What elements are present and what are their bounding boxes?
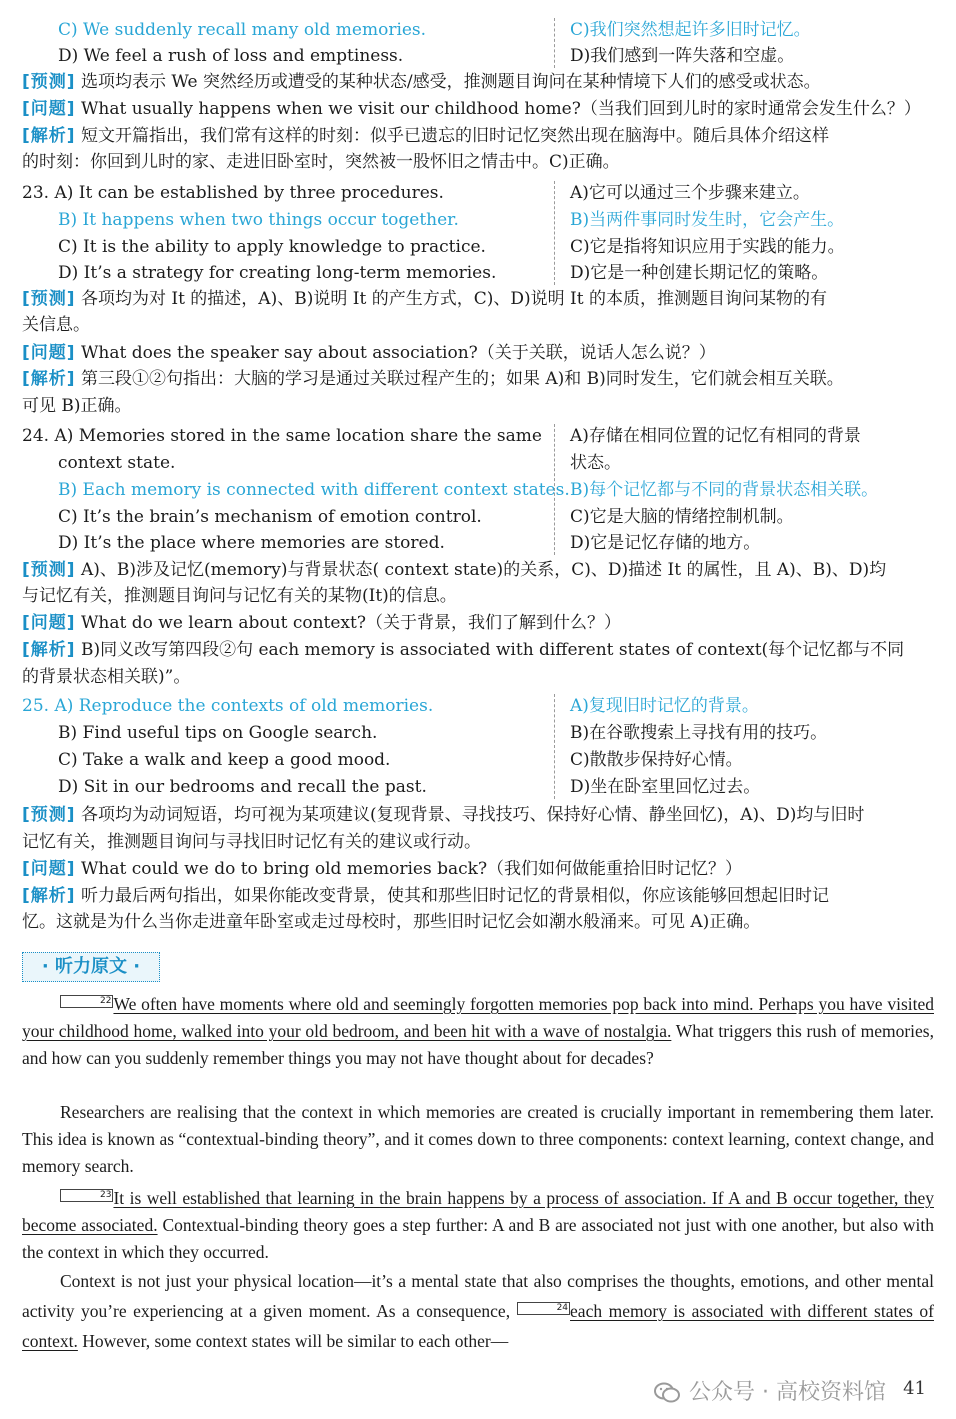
underlined-text: each memory is associated with different states of context. xyxy=(22,1301,934,1351)
option-a-en-cont: context state. xyxy=(58,453,176,473)
analysis-text: 可见 B)正确。 xyxy=(22,396,132,416)
option-d-en: D) It’s the place where memories are stored. xyxy=(58,533,445,553)
predict-text: 与记忆有关，推测题目询问与记忆有关的某物(It)的信息。 xyxy=(22,586,457,606)
predict-text: 记忆有关，推测题目询问与寻找旧时记忆有关的建议或行动。 xyxy=(22,832,481,852)
option-c-en: C) Take a walk and keep a good mood. xyxy=(58,750,391,770)
predict-line xyxy=(22,558,934,582)
option-d-zh: D)它是一种创建长期记忆的策略。 xyxy=(570,263,829,283)
option-row xyxy=(22,18,934,42)
column-divider xyxy=(554,424,555,555)
option-row xyxy=(22,775,934,799)
analysis-line xyxy=(22,150,934,174)
predict-text: 选项均表示 We 突然经历或遭受的某种状态/感受，推测题目询问在某种情境下人们的感受或状态。 xyxy=(80,72,821,92)
paragraph-text: Researchers are realising that the context in which memories are created is crucially important in remembering them later. This idea is known as “contextual-binding theory”, and it comes down to three components: context learning, context change, and memory search. xyxy=(22,1102,934,1176)
question-tag: [问题] xyxy=(22,343,76,363)
predict-tag: [预测] xyxy=(22,805,76,825)
option-c-en: C) It is the ability to apply knowledge to practice. xyxy=(58,237,486,257)
analysis-text: B)同义改写第四段②句 each memory is associated with different states of context(每个记忆都与不同 xyxy=(80,640,905,660)
option-a-en xyxy=(22,694,433,718)
option-d-zh: D)它是记忆存储的地方。 xyxy=(570,533,761,553)
analysis-text: 的时刻：你回到儿时的家、走进旧卧室时，突然被一股怀旧之情击中。C)正确。 xyxy=(22,152,620,172)
question-text: What do we learn about context?（关于背景，我们了解到什么？） xyxy=(80,613,621,633)
analysis-line xyxy=(22,638,934,662)
paragraph-text: Contextual-binding theory goes a step further: A and B are associated not just with one another, but also with the context in which they occurred. xyxy=(22,1215,935,1262)
analysis-text: 听力最后两句指出，如果你能改变背景，使其和那些旧时记忆的背景相似，你应该能够回想起旧时记 xyxy=(80,886,829,906)
option-d-zh: D)我们感到一阵失落和空虚。 xyxy=(570,46,795,66)
question-line xyxy=(22,341,934,365)
option-row xyxy=(22,261,934,285)
predict-line xyxy=(22,830,934,854)
predict-line xyxy=(22,584,934,608)
question-text: What usually happens when we visit our childhood home?（当我们回到儿时的家时通常会发生什么？） xyxy=(80,99,921,119)
option-c-zh: C)我们突然想起许多旧时记忆。 xyxy=(570,20,811,40)
question-line xyxy=(22,611,934,635)
option-row xyxy=(22,451,934,475)
column-divider xyxy=(554,181,555,285)
page-number: 41 xyxy=(903,1378,926,1399)
option-row xyxy=(22,694,934,718)
analysis-tag: [解析] xyxy=(22,369,76,389)
question-marker-22: 22 xyxy=(60,995,113,1008)
analysis-line xyxy=(22,884,934,908)
watermark-text: 公众号 · 高校资料馆 xyxy=(689,1380,886,1405)
predict-tag: [预测] xyxy=(22,72,76,92)
option-row xyxy=(22,44,934,68)
predict-line xyxy=(22,70,934,94)
option-b-zh: B)当两件事同时发生时，它会产生。 xyxy=(570,210,845,230)
question-text: What could we do to bring old memories back?（我们如何做能重拾旧时记忆？） xyxy=(80,859,743,879)
section-title: · 听力原文 · xyxy=(22,952,160,982)
analysis-line xyxy=(22,910,934,934)
option-d-en: D) We feel a rush of loss and emptiness. xyxy=(58,46,404,66)
question-line xyxy=(22,97,934,121)
option-b-en: B) It happens when two things occur together. xyxy=(58,210,459,230)
predict-text: 各项均为对 It 的描述，A)、B)说明 It 的产生方式，C)、D)说明 It 的本质，推测题目询问某物的有 xyxy=(80,289,827,309)
analysis-line xyxy=(22,367,934,391)
option-a-en: 23. A) It can be established by three procedures. xyxy=(22,183,444,203)
paragraph-text: Context is not just your physical location—it’s a mental state that also comprises the thoughts, emotions, and other mental activity you’re experiencing at a given moment. As a consequence, xyxy=(22,1271,934,1321)
question-tag: [问题] xyxy=(22,859,76,879)
option-row xyxy=(22,721,934,745)
option-row xyxy=(22,748,934,772)
predict-line xyxy=(22,803,934,827)
option-c-zh: C)它是大脑的情绪控制机制。 xyxy=(570,507,794,527)
option-c-zh: C)它是指将知识应用于实践的能力。 xyxy=(570,237,845,257)
transcript-paragraph-3 xyxy=(22,1185,934,1266)
transcript-paragraph-4 xyxy=(22,1266,934,1356)
predict-text: 关信息。 xyxy=(22,315,90,335)
predict-tag: [预测] xyxy=(22,560,76,580)
option-a-en-text: 25. A) Reproduce the contexts of old memories. xyxy=(22,696,434,716)
predict-tag: [预测] xyxy=(22,289,76,309)
question-tag: [问题] xyxy=(22,613,76,633)
option-row xyxy=(22,478,934,502)
column-divider xyxy=(554,694,555,799)
analysis-text: 忆。这就是为什么当你走进童年卧室或走过母校时，那些旧时记忆会如潮水般涌来。可见 A)正确。 xyxy=(22,912,761,932)
option-row xyxy=(22,208,934,232)
option-d-en: D) Sit in our bedrooms and recall the past. xyxy=(58,777,427,797)
option-d-zh: D)坐在卧室里回忆过去。 xyxy=(570,777,761,797)
question-text: What does the speaker say about association?（关于关联，说话人怎么说？） xyxy=(80,343,716,363)
predict-line xyxy=(22,287,934,311)
wechat-icon xyxy=(653,1381,681,1405)
analysis-line xyxy=(22,394,934,418)
transcript-paragraph-1 xyxy=(22,991,934,1072)
option-b-en: B) Find useful tips on Google search. xyxy=(58,723,378,743)
analysis-text: 第三段①②句指出：大脑的学习是通过关联过程产生的；如果 A)和 B)同时发生，它们就会相互关联。 xyxy=(80,369,844,389)
analysis-tag: [解析] xyxy=(22,640,76,660)
option-row xyxy=(22,531,934,555)
analysis-tag: [解析] xyxy=(22,126,76,146)
watermark xyxy=(653,1375,886,1406)
predict-text: A)、B)涉及记忆(memory)与背景状态( context state)的关系，C)、D)描述 It 的属性，且 A)、B)、D)均 xyxy=(80,560,887,580)
analysis-text: 的背景状态相关联)”。 xyxy=(22,667,191,687)
option-row xyxy=(22,235,934,259)
transcript-paragraph-2 xyxy=(22,1099,934,1180)
analysis-line xyxy=(22,124,934,148)
paragraph-text: What triggers this rush of memories, and how can you suddenly remember things you may not have thought about for decades? xyxy=(22,1021,934,1068)
option-a-zh: A)复现旧时记忆的背景。 xyxy=(570,696,759,716)
paragraph-text: However, some context states will be similar to each other— xyxy=(77,1331,509,1351)
predict-text: 各项均为动词短语，均可视为某项建议(复现背景、寻找技巧、保持好心情、静坐回忆)，A)、D)均与旧时 xyxy=(80,805,865,825)
question-marker-23: 23 xyxy=(60,1189,113,1202)
option-a-zh-cont: 状态。 xyxy=(570,453,621,473)
option-c-en: C) We suddenly recall many old memories. xyxy=(58,20,427,40)
analysis-tag: [解析] xyxy=(22,886,76,906)
question-tag: [问题] xyxy=(22,99,76,119)
question-line xyxy=(22,857,934,881)
option-b-en: B) Each memory is connected with different context states. xyxy=(58,480,570,500)
analysis-line xyxy=(22,665,934,689)
column-divider xyxy=(554,18,555,68)
question-marker-24: 24 xyxy=(517,1302,570,1315)
option-row xyxy=(22,505,934,529)
option-b-zh: B)在谷歌搜索上寻找有用的技巧。 xyxy=(570,723,828,743)
option-b-zh: B)每个记忆都与不同的背景状态相关联。 xyxy=(570,480,879,500)
option-c-zh: C)散散步保持好心情。 xyxy=(570,750,743,770)
option-row xyxy=(22,424,934,448)
predict-line xyxy=(22,313,934,337)
option-a-zh: A)它可以通过三个步骤来建立。 xyxy=(570,183,810,203)
option-c-en: C) It’s the brain’s mechanism of emotion control. xyxy=(58,507,482,527)
underlined-text: It is well established that learning in the brain happens by a process of association. If A and B occur together, they become associated. xyxy=(22,1188,934,1235)
option-row xyxy=(22,181,934,205)
analysis-text: 短文开篇指出，我们常有这样的时刻：似乎已遗忘的旧时记忆突然出现在脑海中。随后具体介绍这样 xyxy=(80,126,829,146)
option-a-zh: A)存储在相同位置的记忆有相同的背景 xyxy=(570,426,861,446)
option-a-en: 24. A) Memories stored in the same location share the same xyxy=(22,426,542,446)
underlined-text: We often have moments where old and seemingly forgotten memories pop back into mind. Perhaps you have visited your childhood home, walked into your old bedroom, and been hit with a wave of nostalgia. xyxy=(22,994,934,1041)
option-d-en: D) It’s a strategy for creating long-term memories. xyxy=(58,263,497,283)
